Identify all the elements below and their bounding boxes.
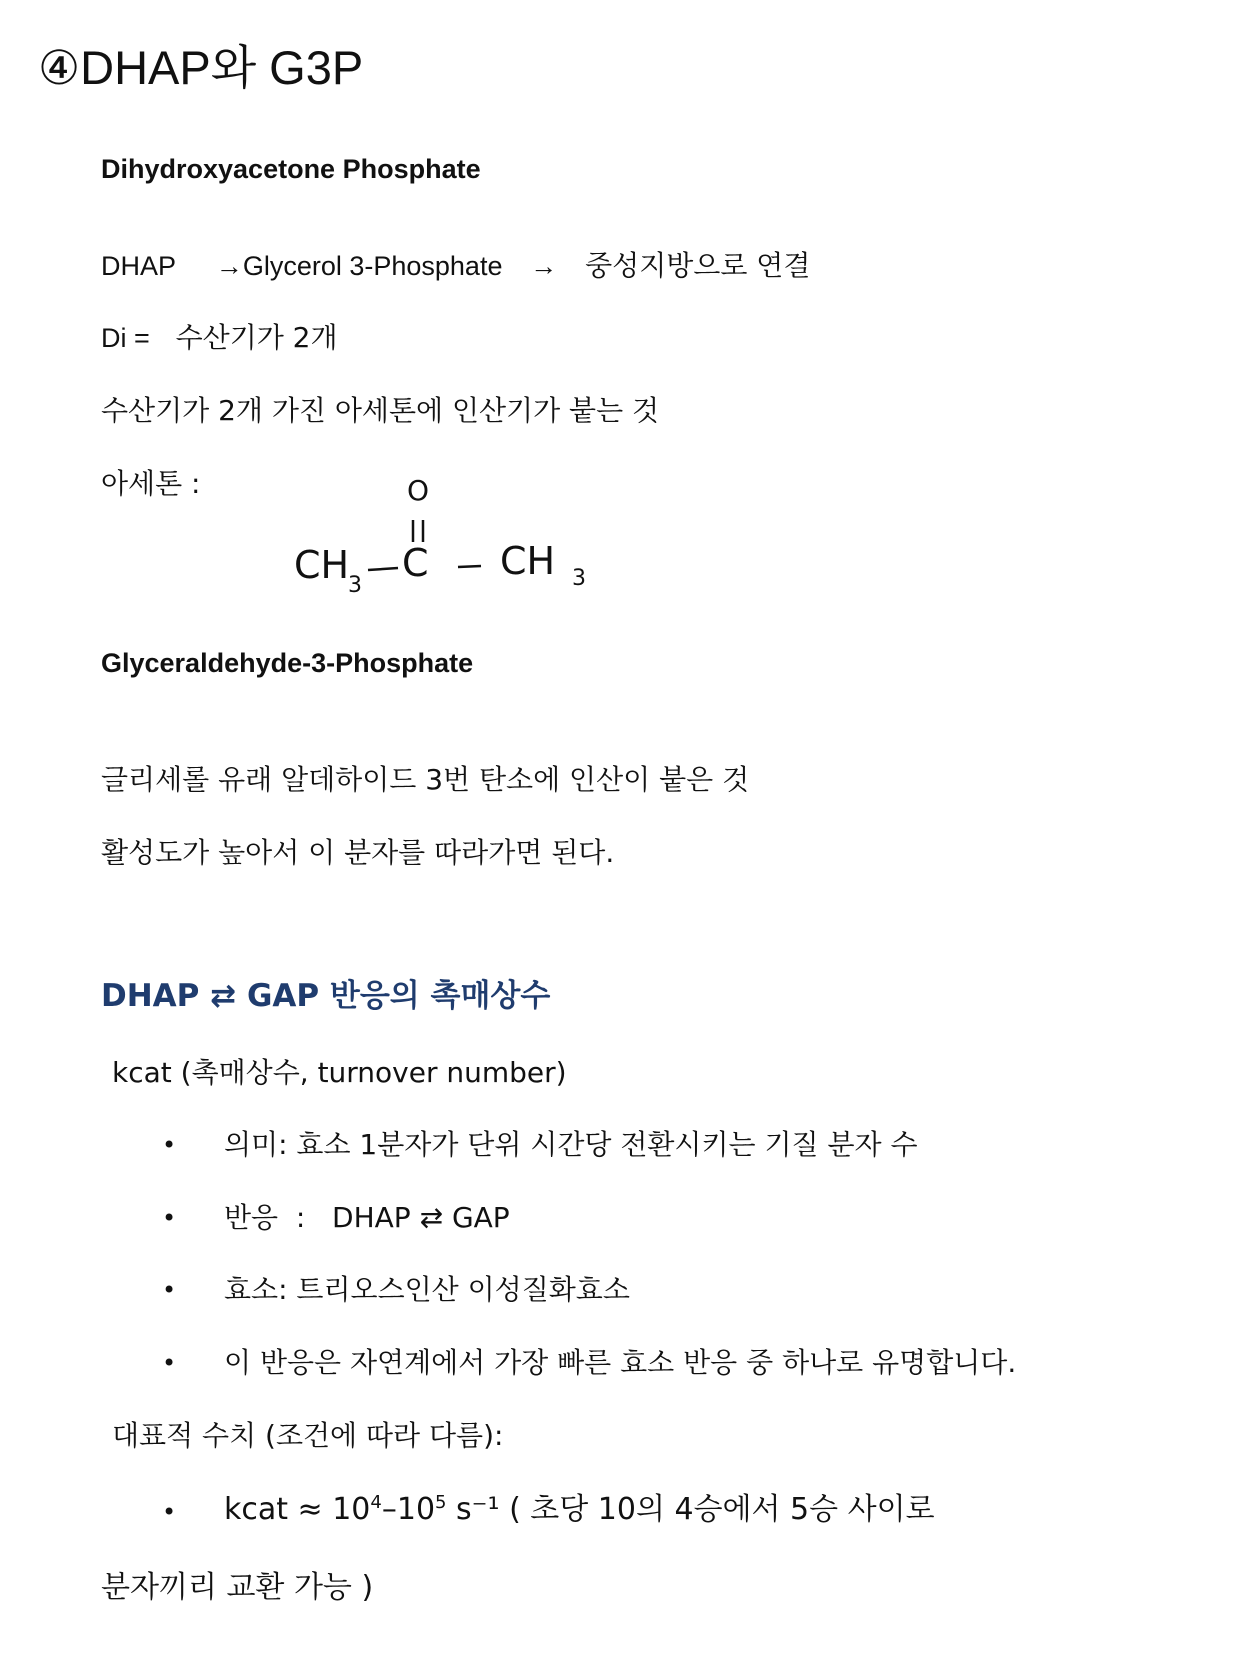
right-single-bond <box>458 566 481 567</box>
left-methyl-group: CH <box>294 543 350 587</box>
kcat-value-prefix: kcat ≈ 10 <box>224 1492 371 1527</box>
kcat-value-dash: –10 <box>381 1492 436 1527</box>
dhap-full-name: Dihydroxyacetone Phosphate <box>101 154 481 184</box>
di-definition <box>101 320 338 356</box>
representative-values-label: 대표적 수치 (조건에 따라 다름): <box>112 1419 504 1452</box>
bullet-dot: • <box>162 1498 177 1526</box>
kcat-exponent-high: 5 <box>435 1492 447 1514</box>
kcat-value <box>224 1492 935 1528</box>
carbonyl-carbon: C <box>402 541 429 585</box>
g3p-full-name: Glyceraldehyde-3-Phosphate <box>101 648 474 678</box>
g3p-line-2: 활성도가 높아서 이 분자를 따라가면 된다. <box>101 836 615 869</box>
left-methyl-subscript: 3 <box>348 573 362 598</box>
dhap-pathway <box>101 248 810 284</box>
page-title <box>38 38 363 99</box>
pathway-arrow-1: → <box>215 251 243 281</box>
left-single-bond <box>368 568 398 570</box>
di-label: Di = <box>101 323 150 353</box>
acetone-label: 아세톤 : <box>101 467 201 500</box>
bullet-reaction: 반응 : DHAP ⇄ GAP <box>224 1201 510 1234</box>
bullet-dot: • <box>162 1349 177 1377</box>
section-number: ④ <box>38 41 81 96</box>
right-methyl-subscript: 3 <box>572 566 586 591</box>
oxygen-atom: O <box>407 474 430 507</box>
bullet-dot: • <box>162 1276 177 1304</box>
bullet-dot: • <box>162 1204 177 1232</box>
kcat-exponent-low: 4 <box>370 1492 382 1514</box>
bullet-enzyme: 효소: 트리오스인산 이성질화효소 <box>224 1273 630 1306</box>
pathway-end: 중성지방으로 연결 <box>585 249 811 282</box>
right-methyl-group: CH <box>500 539 556 583</box>
kcat-heading: DHAP ⇄ GAP 반응의 촉매상수 <box>101 978 551 1014</box>
g3p-line-1: 글리세롤 유래 알데하이드 3번 탄소에 인산이 붙은 것 <box>101 763 750 796</box>
pathway-arrow-2: → <box>530 251 558 281</box>
kcat-unit: s⁻¹ <box>446 1492 500 1527</box>
kcat-subtitle: kcat (촉매상수, turnover number) <box>112 1056 567 1089</box>
di-meaning: 수산기가 2개 <box>175 321 338 354</box>
bullet-meaning: 의미: 효소 1분자가 단위 시간당 전환시키는 기질 분자 수 <box>224 1128 918 1161</box>
bullet-fame: 이 반응은 자연계에서 가장 빠른 효소 반응 중 하나로 유명합니다. <box>224 1346 1017 1379</box>
pathway-start: DHAP <box>101 251 177 281</box>
pathway-middle: Glycerol 3-Phosphate <box>242 251 503 281</box>
acetone-structure <box>288 470 608 620</box>
bullet-dot: • <box>162 1131 177 1159</box>
kcat-value-continuation: 분자끼리 교환 가능 ) <box>101 1570 374 1605</box>
kcat-note: ( 초당 10의 4승에서 5승 사이로 <box>499 1492 935 1527</box>
title-text: DHAP와 G3P <box>80 41 364 94</box>
dhap-description: 수산기가 2개 가진 아세톤에 인산기가 붙는 것 <box>101 394 660 427</box>
